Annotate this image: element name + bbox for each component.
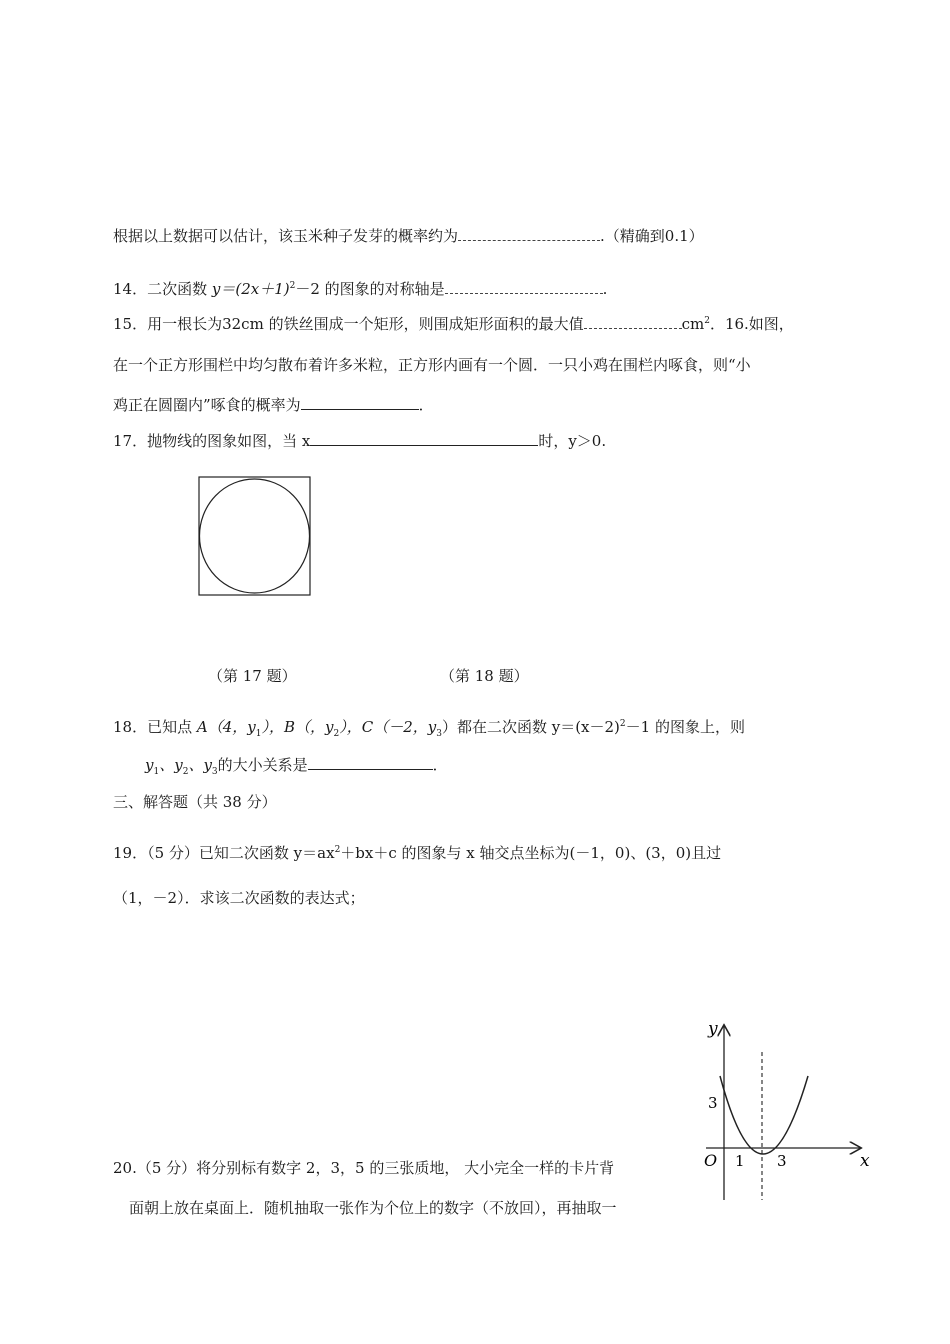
q17-line [113,431,606,451]
q14-number: 14． [113,280,148,298]
q15-unit-exp: 2 [704,316,710,326]
q13-answer-blank[interactable] [458,226,600,241]
square-circle-figure [198,476,312,598]
q19-text-1b: ＋bx＋c 的图象与 x 轴交点坐标为(－1，0)、(3，0)且过 [340,844,722,862]
parabola-graph [700,1012,880,1207]
q18-answer-blank[interactable] [308,755,433,770]
caption-fig-18: （第 18 题） [440,667,529,685]
q18-number: 18． [113,718,148,736]
q13-text: 根据以上数据可以估计，该玉米种子发芽的概率约为 [113,227,459,245]
q18-relation-text: 的大小关系是 [217,756,308,774]
q13-tail: .（精确到0.1） [600,227,704,245]
q18-y: y [145,756,154,774]
section-3-heading: 三、解答题（共 38 分） [113,793,277,811]
q15-text: 用一根长为32cm 的铁丝围成一个矩形，则围成矩形面积的最大值 [147,315,584,333]
q15-unit: cm [681,315,705,333]
q18-point-b: ），B（，y [261,718,334,736]
inscribed-circle [200,479,310,593]
q20-text-1: 20.（5 分）将分别标有数字 2，3，5 的三张质地， 大小完全一样的卡片背 [113,1159,615,1177]
q16-text-2: 鸡正在圆圈内”啄食的概率为 [113,396,301,414]
q17-tail: 时，y＞0. [538,432,607,450]
q16-end: ． [418,396,434,414]
q14-expression: y＝(2x＋1) [211,280,290,298]
q15-tail: ．16.如图， [709,315,794,333]
origin-label: O [704,1151,718,1170]
caption-fig-17: （第 17 题） [208,667,297,685]
q18-y2: 、y [159,756,183,774]
q20-line-1 [113,1158,614,1178]
q14-post: －2 的图象的对称轴是 [295,280,445,298]
y-axis-label: y [708,1019,718,1039]
q14-answer-blank[interactable] [445,279,603,294]
q18-line-2 [145,755,448,782]
q17-answer-blank[interactable] [310,431,538,446]
q18-c-sub: 3 [436,729,442,739]
q18-point-a: A（4，y [196,718,256,736]
q14-end: . [602,280,608,298]
q20-text-2: 面朝上放在桌面上．随机抽取一张作为个位上的数字（不放回），再抽取一 [129,1199,617,1217]
y-tick-3: 3 [708,1094,718,1112]
q18-b-sub: 2 [333,729,340,739]
q18-y3: 、y [188,756,212,774]
parabola-curve [720,1076,808,1154]
x-tick-1: 1 [735,1152,745,1170]
q18-s3: 3 [211,767,218,777]
q19-text-2: （1，－2）．求该二次函数的表达式； [113,889,365,907]
q17-text: 抛物线的图象如图，当 x [147,432,311,450]
q18-s1: 1 [153,767,160,777]
q14-line [113,276,607,299]
q18-rest: ）都在二次函数 y＝(x－2) [441,718,620,736]
q18-end: ． [432,756,448,774]
q18-intro: 已知点 [147,718,193,736]
q16-text-1: 在一个正方形围栏中均匀散布着许多米粒，正方形内画有一个圆．一只小鸡在围栏内啄食，则“小 [113,356,751,374]
q16-answer-blank[interactable] [301,395,419,410]
q18-rest2: －1 的图象上，则 [625,718,745,736]
q20-line-2 [129,1198,617,1218]
q19-number: 19． [113,844,148,862]
q18-point-c: ），C（－2，y [339,718,437,736]
q15-number: 15． [113,315,148,333]
q19-exp: 2 [334,845,341,855]
q18-s2: 2 [182,767,189,777]
q16-line-1 [113,355,751,375]
square-fence [199,477,310,595]
q13-tail-line [113,226,704,246]
q17-number: 17． [113,432,148,450]
q19-line-1 [113,840,721,863]
x-axis-label: x [860,1151,870,1171]
q18-line-1 [113,714,745,744]
q19-text-1: （5 分）已知二次函数 y＝ax [147,844,335,862]
x-tick-3: 3 [777,1152,787,1170]
q14-exponent: 2 [289,281,296,291]
q18-exp: 2 [619,719,626,729]
q15-answer-blank[interactable] [584,314,682,329]
q16-line-2 [113,395,434,415]
q18-a-sub: 1 [255,729,262,739]
q19-line-2 [113,888,365,908]
q14-pre: 二次函数 [147,280,208,298]
q15-line [113,311,794,334]
